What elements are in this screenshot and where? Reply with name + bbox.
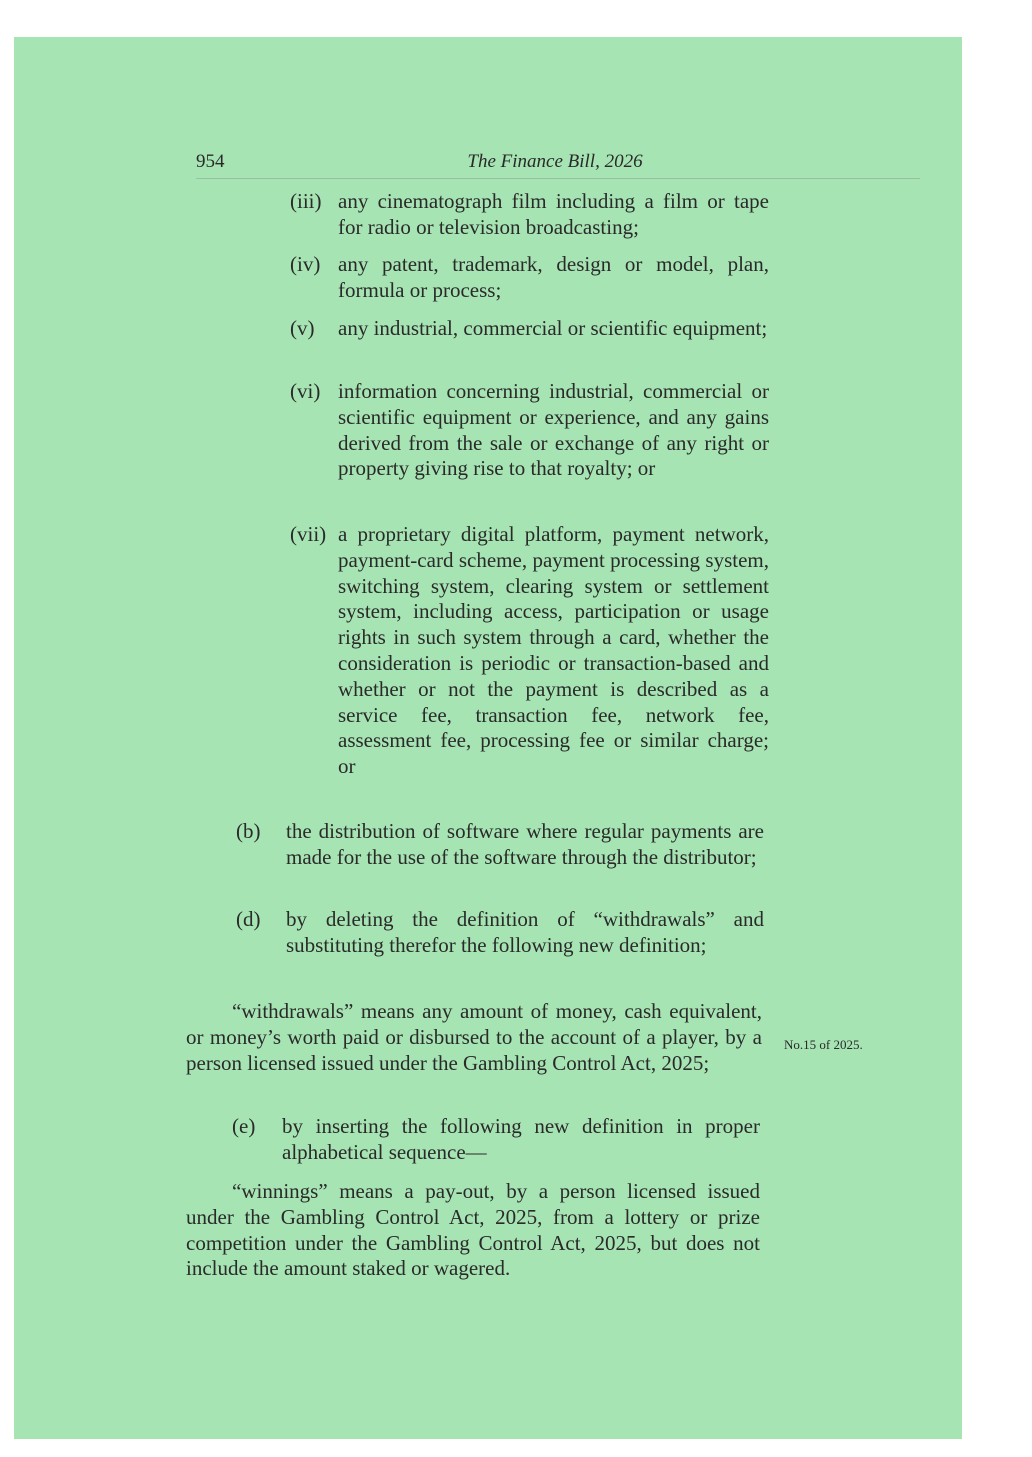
subitem-text: a proprietary digital platform, payment network, payment-card scheme, payment processing system, switching system, clearing system or settlement system, including access, participation or usage rights in such system through a card, whether the consideration is periodic or transaction-based and whether or not the payment is described as a service fee, transaction fee, network fee, assessment fee, processing fee or similar charge; or [338,522,769,779]
subitem-vi [290,379,769,482]
subitem-number: (vi) [290,379,321,403]
subitem-number: (v) [290,316,315,340]
subitem-iv [290,252,769,304]
paragraph-d [236,907,764,959]
margin-note: No.15 of 2025. [784,1037,863,1052]
header-rule [196,178,920,179]
paragraph-number: (b) [236,819,261,843]
subitem-text: any industrial, commercial or scientific equipment; [338,316,768,340]
paragraph-text: by deleting the definition of “withdrawals” and substituting therefor the following new definition; [286,907,764,957]
paragraph-text: the distribution of software where regular payments are made for the use of the software through the distributor; [286,819,764,869]
paragraph-number: (e) [232,1114,256,1138]
subitem-iii [290,189,769,241]
paragraph-e [232,1114,760,1166]
definition-withdrawals: “withdrawals” means any amount of money, cash equivalent, or money’s worth paid or disbursed to the account of a player, by a person licensed issued under the Gambling Control Act, 2025; [186,999,762,1075]
subitem-text: any cinematograph film including a film or tape for radio or television broadcasting; [338,189,769,239]
page-title: The Finance Bill, 2026 [467,151,643,172]
paragraph-text: by inserting the following new definition in proper alphabetical sequence— [282,1114,760,1164]
page-number: 954 [196,151,225,172]
paragraph-b [236,819,764,871]
subitem-text: information concerning industrial, commercial or scientific equipment or experience, and any gains derived from the sale or exchange of any right or property giving rise to that royalty; or [338,379,769,481]
subitem-v [290,316,769,342]
definition-winnings: “winnings” means a pay-out, by a person licensed issued under the Gambling Control Act, 2025, from a lottery or prize competition under the Gambling Control Act, 2025, but does not include the amount staked or wagered. [186,1179,760,1281]
paragraph-number: (d) [236,907,261,931]
subitem-number: (iv) [290,252,321,276]
subitem-number: (vii) [290,522,327,546]
subitem-number: (iii) [290,189,322,213]
subitem-text: any patent, trademark, design or model, plan, formula or process; [338,252,769,302]
subitem-vii [290,522,769,780]
